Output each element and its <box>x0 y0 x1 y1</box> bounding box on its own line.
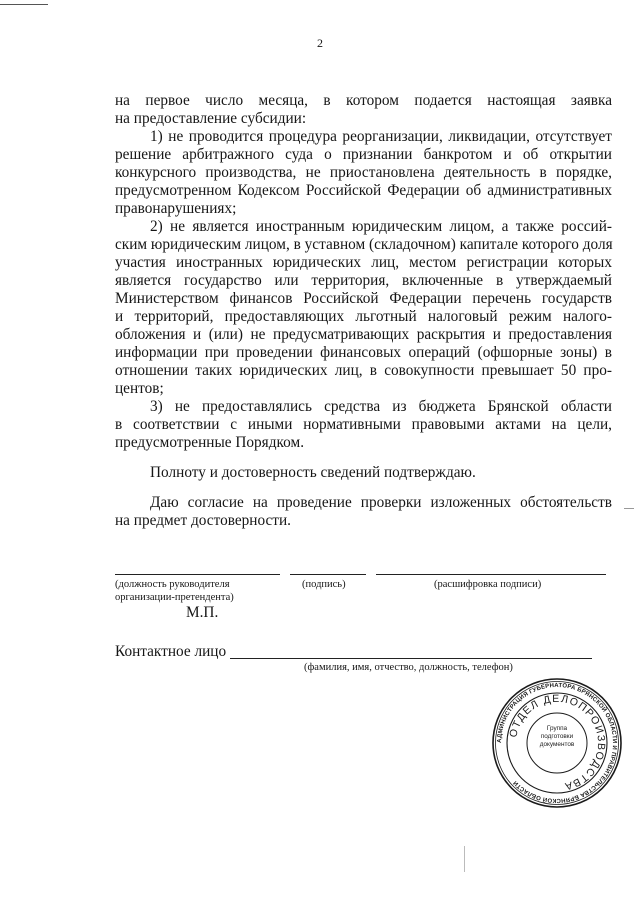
stamp-center-text: Группа подготовки документов <box>539 725 575 748</box>
confirmation-line: Полноту и достоверность сведений подтверждаю. <box>150 464 476 481</box>
signature-line <box>290 574 366 575</box>
body-line: информации при проведении финансовых операций (офшорные зоны) в <box>115 344 612 361</box>
contact-person-label: Контактное лицо <box>115 643 227 660</box>
body-line: на предоставление субсидии: <box>115 110 307 127</box>
contact-person-line <box>230 658 592 659</box>
body-line: Министерством финансов Российской Федерации перечень государств <box>115 290 612 307</box>
consent-line: на предмет достоверности. <box>115 512 291 529</box>
body-line: предусмотренном Кодексом Российской Федерации об административных <box>115 182 612 199</box>
body-line: участия иностранных юридических лиц, местом регистрации которых <box>115 254 612 271</box>
position-caption: организации-претендента) <box>115 592 234 603</box>
body-line: 2) не является иностранным юридическим лицом, а также россий- <box>150 218 612 235</box>
consent-line: Даю согласие на проведение проверки изложенных обстоятельств <box>150 494 612 511</box>
body-line: является государство или территория, включенные в утверждаемый <box>115 272 612 289</box>
decoding-signature-line <box>376 574 606 575</box>
edge-mark <box>624 508 634 509</box>
body-line: отношении таких юридических лиц, в совокупности превышает 50 про- <box>115 362 612 379</box>
top-edge-mark <box>0 4 48 5</box>
signature-caption: (подпись) <box>302 579 346 590</box>
body-line: и территорий, предоставляющих льготный налоговый режим налого- <box>115 308 612 325</box>
seal-mark: М.П. <box>186 604 219 621</box>
body-line: обложения и (или) не предусматривающих раскрытия и предоставления <box>115 326 612 343</box>
scan-artifact-line <box>464 846 465 872</box>
body-line: правонарушениях; <box>115 200 237 217</box>
body-line: на первое число месяца, в котором подается настоящая заявка <box>115 92 612 109</box>
stamp-inner-text: ОТДЕЛ ДЕЛОПРОИЗВОДСТВА <box>507 692 608 793</box>
office-stamp <box>490 676 624 810</box>
body-line: конкурсного производства, не приостановлена деятельность в порядке, <box>115 164 612 181</box>
page-number: 2 <box>317 36 323 50</box>
body-line: 1) не проводится процедура реорганизации, ликвидации, отсутствует <box>150 128 612 145</box>
body-line: 3) не предоставлялись средства из бюджета Брянской области <box>150 398 612 415</box>
decoding-caption: (расшифровка подписи) <box>434 579 542 590</box>
stamp-outer-text: АДМИНИСТРАЦИЯ ГУБЕРНАТОРА БРЯНСКОЙ ОБЛАСТИ И ПРАВИТЕЛЬСТВА БРЯНСКОЙ ОБЛАСТИ <box>496 682 618 804</box>
position-signature-line <box>115 574 280 575</box>
body-line: центов; <box>115 380 164 397</box>
position-caption: (должность руководителя <box>115 579 230 590</box>
body-line: предусмотренные Порядком. <box>115 434 305 451</box>
body-line: в соответствии с иными нормативными правовыми актами на цели, <box>115 416 612 433</box>
body-line: ским юридическим лицом, в уставном (складочном) капитале которого доля <box>115 236 613 253</box>
contact-person-caption: (фамилия, имя, отчество, должность, телефон) <box>304 662 513 673</box>
body-line: решение арбитражного суда о признании банкротом и об открытии <box>115 146 612 163</box>
